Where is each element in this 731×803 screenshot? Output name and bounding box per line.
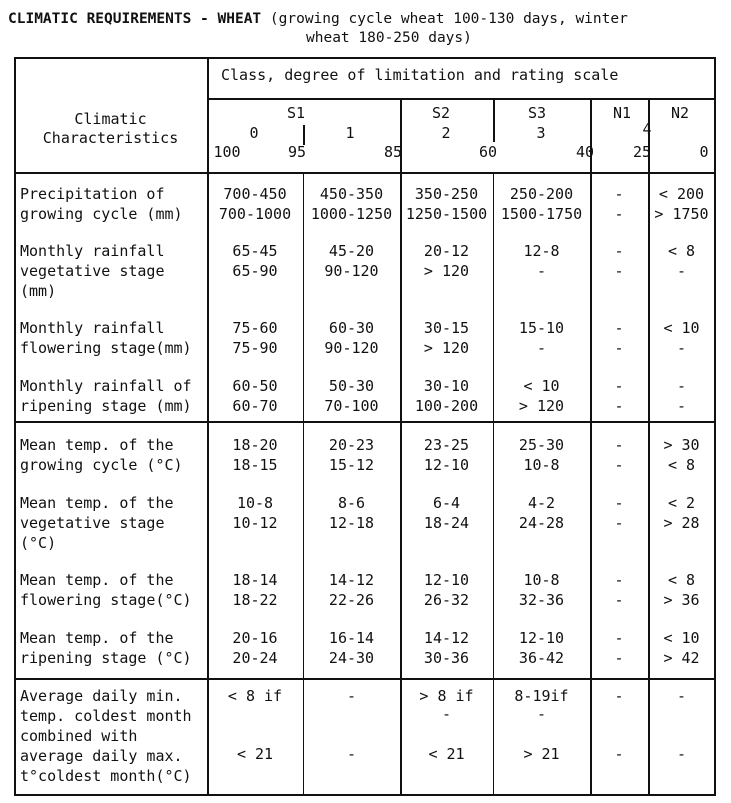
- table-cell: -: [614, 649, 624, 667]
- table-cell: 14-12: [423, 629, 470, 647]
- table-cell: -: [676, 397, 687, 415]
- table-cell: < 2: [667, 494, 696, 512]
- table-cell: -: [536, 339, 547, 357]
- row-label: Monthly rainfall: [20, 319, 165, 337]
- table-cell: 60-50: [232, 377, 278, 395]
- table-cell: 23-25: [423, 436, 470, 454]
- table-cell: -: [536, 705, 547, 723]
- table-cell: < 21: [428, 745, 465, 763]
- table-cell: > 8 if: [419, 687, 474, 705]
- table-cell: 10-8: [236, 494, 274, 512]
- row-label: vegetative stage: [20, 514, 165, 532]
- table-cell: 20-23: [328, 436, 375, 454]
- table-cell: > 36: [663, 591, 700, 609]
- table-cell: 65-90: [232, 262, 278, 280]
- degree-label: 1: [345, 124, 355, 142]
- class-label-n2: N2: [670, 104, 690, 122]
- table-cell: 700-450: [223, 185, 287, 203]
- table-cell: 350-250: [414, 185, 479, 203]
- scale-tick: [400, 100, 402, 142]
- row-label: Mean temp. of the: [20, 571, 174, 589]
- table-cell: -: [614, 687, 624, 705]
- table-cell: -: [614, 339, 624, 357]
- row-label: flowering stage(°C): [20, 591, 192, 609]
- table-cell: 25-30: [518, 436, 565, 454]
- table-cell: -: [676, 377, 687, 395]
- table-cell: < 8 if: [227, 687, 283, 705]
- table-border-left: [14, 57, 16, 795]
- table-cell: -: [614, 377, 624, 395]
- document-title: CLIMATIC REQUIREMENTS - WHEAT (growing cycle wheat 100-130 days, winter: [8, 11, 628, 27]
- table-cell: -: [614, 514, 624, 532]
- row-label: Precipitation of: [20, 185, 165, 203]
- class-header: Class, degree of limitation and rating scale: [221, 66, 619, 84]
- table-cell: 700-1000: [218, 205, 292, 223]
- table-cell: > 120: [423, 339, 470, 357]
- table-cell: 24-28: [518, 514, 565, 532]
- characteristics-header: Characteristics: [42, 129, 179, 147]
- table-cell: > 1750: [654, 205, 709, 223]
- document-subtitle: wheat 180-250 days): [306, 30, 472, 46]
- rating-scale-value: 25: [632, 143, 652, 161]
- table-cell: -: [536, 262, 547, 280]
- table-cell: -: [614, 262, 624, 280]
- table-cell: 45-20: [328, 242, 375, 260]
- table-cell: 20-12: [423, 242, 470, 260]
- table-cell: > 42: [663, 649, 700, 667]
- table-cell: 30-15: [423, 319, 470, 337]
- table-cell: 50-30: [328, 377, 375, 395]
- table-cell: 24-30: [328, 649, 375, 667]
- table-cell: < 8: [667, 456, 696, 474]
- row-label: growing cycle (°C): [20, 456, 183, 474]
- table-cell: -: [676, 745, 687, 763]
- table-cell: 18-24: [423, 514, 470, 532]
- table-cell: -: [614, 591, 624, 609]
- table-cell: 12-8: [523, 242, 560, 260]
- header-divider: [207, 98, 715, 100]
- table-cell: 6-4: [432, 494, 461, 512]
- row-label: ripening stage (mm): [20, 397, 192, 415]
- row-label: Monthly rainfall of: [20, 377, 192, 395]
- section-divider: [14, 421, 715, 423]
- table-cell: 1500-1750: [500, 205, 583, 223]
- row-label: vegetative stage: [20, 262, 165, 280]
- degree-label: 3: [536, 124, 546, 142]
- row-label: Mean temp. of the: [20, 436, 174, 454]
- table-cell: -: [614, 745, 624, 763]
- table-cell: 20-16: [232, 629, 278, 647]
- table-cell: 75-60: [232, 319, 278, 337]
- row-label: Mean temp. of the: [20, 494, 174, 512]
- table-cell: -: [614, 397, 624, 415]
- table-cell: 30-36: [423, 649, 470, 667]
- table-cell: 10-12: [232, 514, 278, 532]
- table-cell: 26-32: [423, 591, 470, 609]
- table-cell: -: [614, 242, 624, 260]
- rating-scale-value: 40: [575, 143, 595, 161]
- row-label: Monthly rainfall: [20, 242, 165, 260]
- scale-tick: [493, 100, 495, 142]
- table-cell: -: [614, 185, 624, 203]
- table-cell: 15-10: [518, 319, 565, 337]
- row-label: (°C): [20, 534, 57, 552]
- rating-scale-value: 85: [383, 143, 403, 161]
- table-cell: 450-350: [319, 185, 384, 203]
- row-label: combined with: [20, 727, 138, 745]
- table-cell: -: [676, 339, 687, 357]
- table-cell: 60-30: [328, 319, 375, 337]
- table-cell: > 120: [518, 397, 565, 415]
- table-cell: 1000-1250: [310, 205, 393, 223]
- class-label-s3: S3: [527, 104, 547, 122]
- class-label-n1: N1: [612, 104, 632, 122]
- table-cell: 12-10: [423, 456, 470, 474]
- table-cell: 18-22: [232, 591, 278, 609]
- table-cell: < 21: [236, 745, 274, 763]
- table-cell: -: [614, 629, 624, 647]
- row-label: temp. coldest month: [20, 707, 192, 725]
- table-cell: 8-6: [337, 494, 366, 512]
- table-cell: 30-10: [423, 377, 470, 395]
- table-cell: 10-8: [523, 571, 560, 589]
- degree-label: 4: [642, 120, 652, 138]
- table-cell: 250-200: [509, 185, 574, 203]
- section-divider: [14, 678, 715, 680]
- table-border-right: [714, 57, 716, 795]
- table-cell: 4-2: [527, 494, 556, 512]
- class-label-s2: S2: [431, 104, 451, 122]
- table-cell: 36-42: [518, 649, 565, 667]
- table-cell: -: [346, 745, 357, 763]
- table-cell: -: [676, 687, 687, 705]
- table-cell: < 200: [658, 185, 705, 203]
- table-border-top: [14, 57, 716, 59]
- table-cell: -: [614, 205, 624, 223]
- table-border-bottom: [14, 794, 716, 796]
- class-label-s1: S1: [286, 104, 306, 122]
- table-cell: -: [676, 262, 687, 280]
- table-cell: > 28: [663, 514, 700, 532]
- rating-scale-value: 60: [478, 143, 498, 161]
- table-cell: -: [614, 571, 624, 589]
- table-cell: 90-120: [324, 262, 379, 280]
- table-cell: 90-120: [324, 339, 379, 357]
- table-cell: 60-70: [232, 397, 278, 415]
- row-label: Average daily min.: [20, 687, 183, 705]
- table-cell: < 10: [663, 629, 700, 647]
- row-label: ripening stage (°C): [20, 649, 192, 667]
- characteristics-header: Climatic: [74, 110, 147, 128]
- row-label: growing cycle (mm): [20, 205, 183, 223]
- table-cell: 12-10: [423, 571, 470, 589]
- table-cell: 22-26: [328, 591, 375, 609]
- table-cell: -: [441, 705, 452, 723]
- table-cell: 16-14: [328, 629, 375, 647]
- table-cell: -: [614, 456, 624, 474]
- table-cell: 75-90: [232, 339, 278, 357]
- table-cell: 20-24: [232, 649, 278, 667]
- table-cell: > 120: [423, 262, 470, 280]
- table-cell: 12-18: [328, 514, 375, 532]
- table-cell: 18-14: [232, 571, 278, 589]
- table-cell: 10-8: [523, 456, 560, 474]
- table-cell: 18-20: [232, 436, 278, 454]
- table-cell: > 30: [663, 436, 700, 454]
- table-cell: < 8: [667, 571, 696, 589]
- row-label: average daily max.: [20, 747, 183, 765]
- table-cell: 32-36: [518, 591, 565, 609]
- scale-tick: [303, 125, 305, 145]
- row-label: Mean temp. of the: [20, 629, 174, 647]
- row-label: t°coldest month(°C): [20, 767, 192, 785]
- table-cell: 1250-1500: [405, 205, 488, 223]
- table-cell: < 10: [663, 319, 700, 337]
- degree-label: 0: [249, 124, 259, 142]
- table-cell: 70-100: [324, 397, 379, 415]
- table-cell: 18-15: [232, 456, 278, 474]
- rating-scale-value: 0: [699, 143, 709, 161]
- table-cell: -: [614, 436, 624, 454]
- row-label: flowering stage(mm): [20, 339, 192, 357]
- table-cell: 8-19if: [514, 687, 569, 705]
- table-cell: -: [346, 687, 357, 705]
- table-cell: 100-200: [414, 397, 479, 415]
- section-divider: [14, 172, 715, 174]
- table-cell: 15-12: [328, 456, 375, 474]
- table-cell: < 10: [523, 377, 560, 395]
- rating-scale-value: 95: [287, 143, 307, 161]
- table-cell: 12-10: [518, 629, 565, 647]
- table-cell: 65-45: [232, 242, 278, 260]
- degree-label: 2: [441, 124, 451, 142]
- table-cell: > 21: [523, 745, 560, 763]
- table-cell: -: [614, 319, 624, 337]
- table-cell: < 8: [667, 242, 696, 260]
- table-cell: 14-12: [328, 571, 375, 589]
- table-cell: -: [614, 494, 624, 512]
- column-divider: [207, 57, 209, 795]
- row-label: (mm): [20, 282, 57, 300]
- rating-scale-value: 100: [213, 143, 241, 161]
